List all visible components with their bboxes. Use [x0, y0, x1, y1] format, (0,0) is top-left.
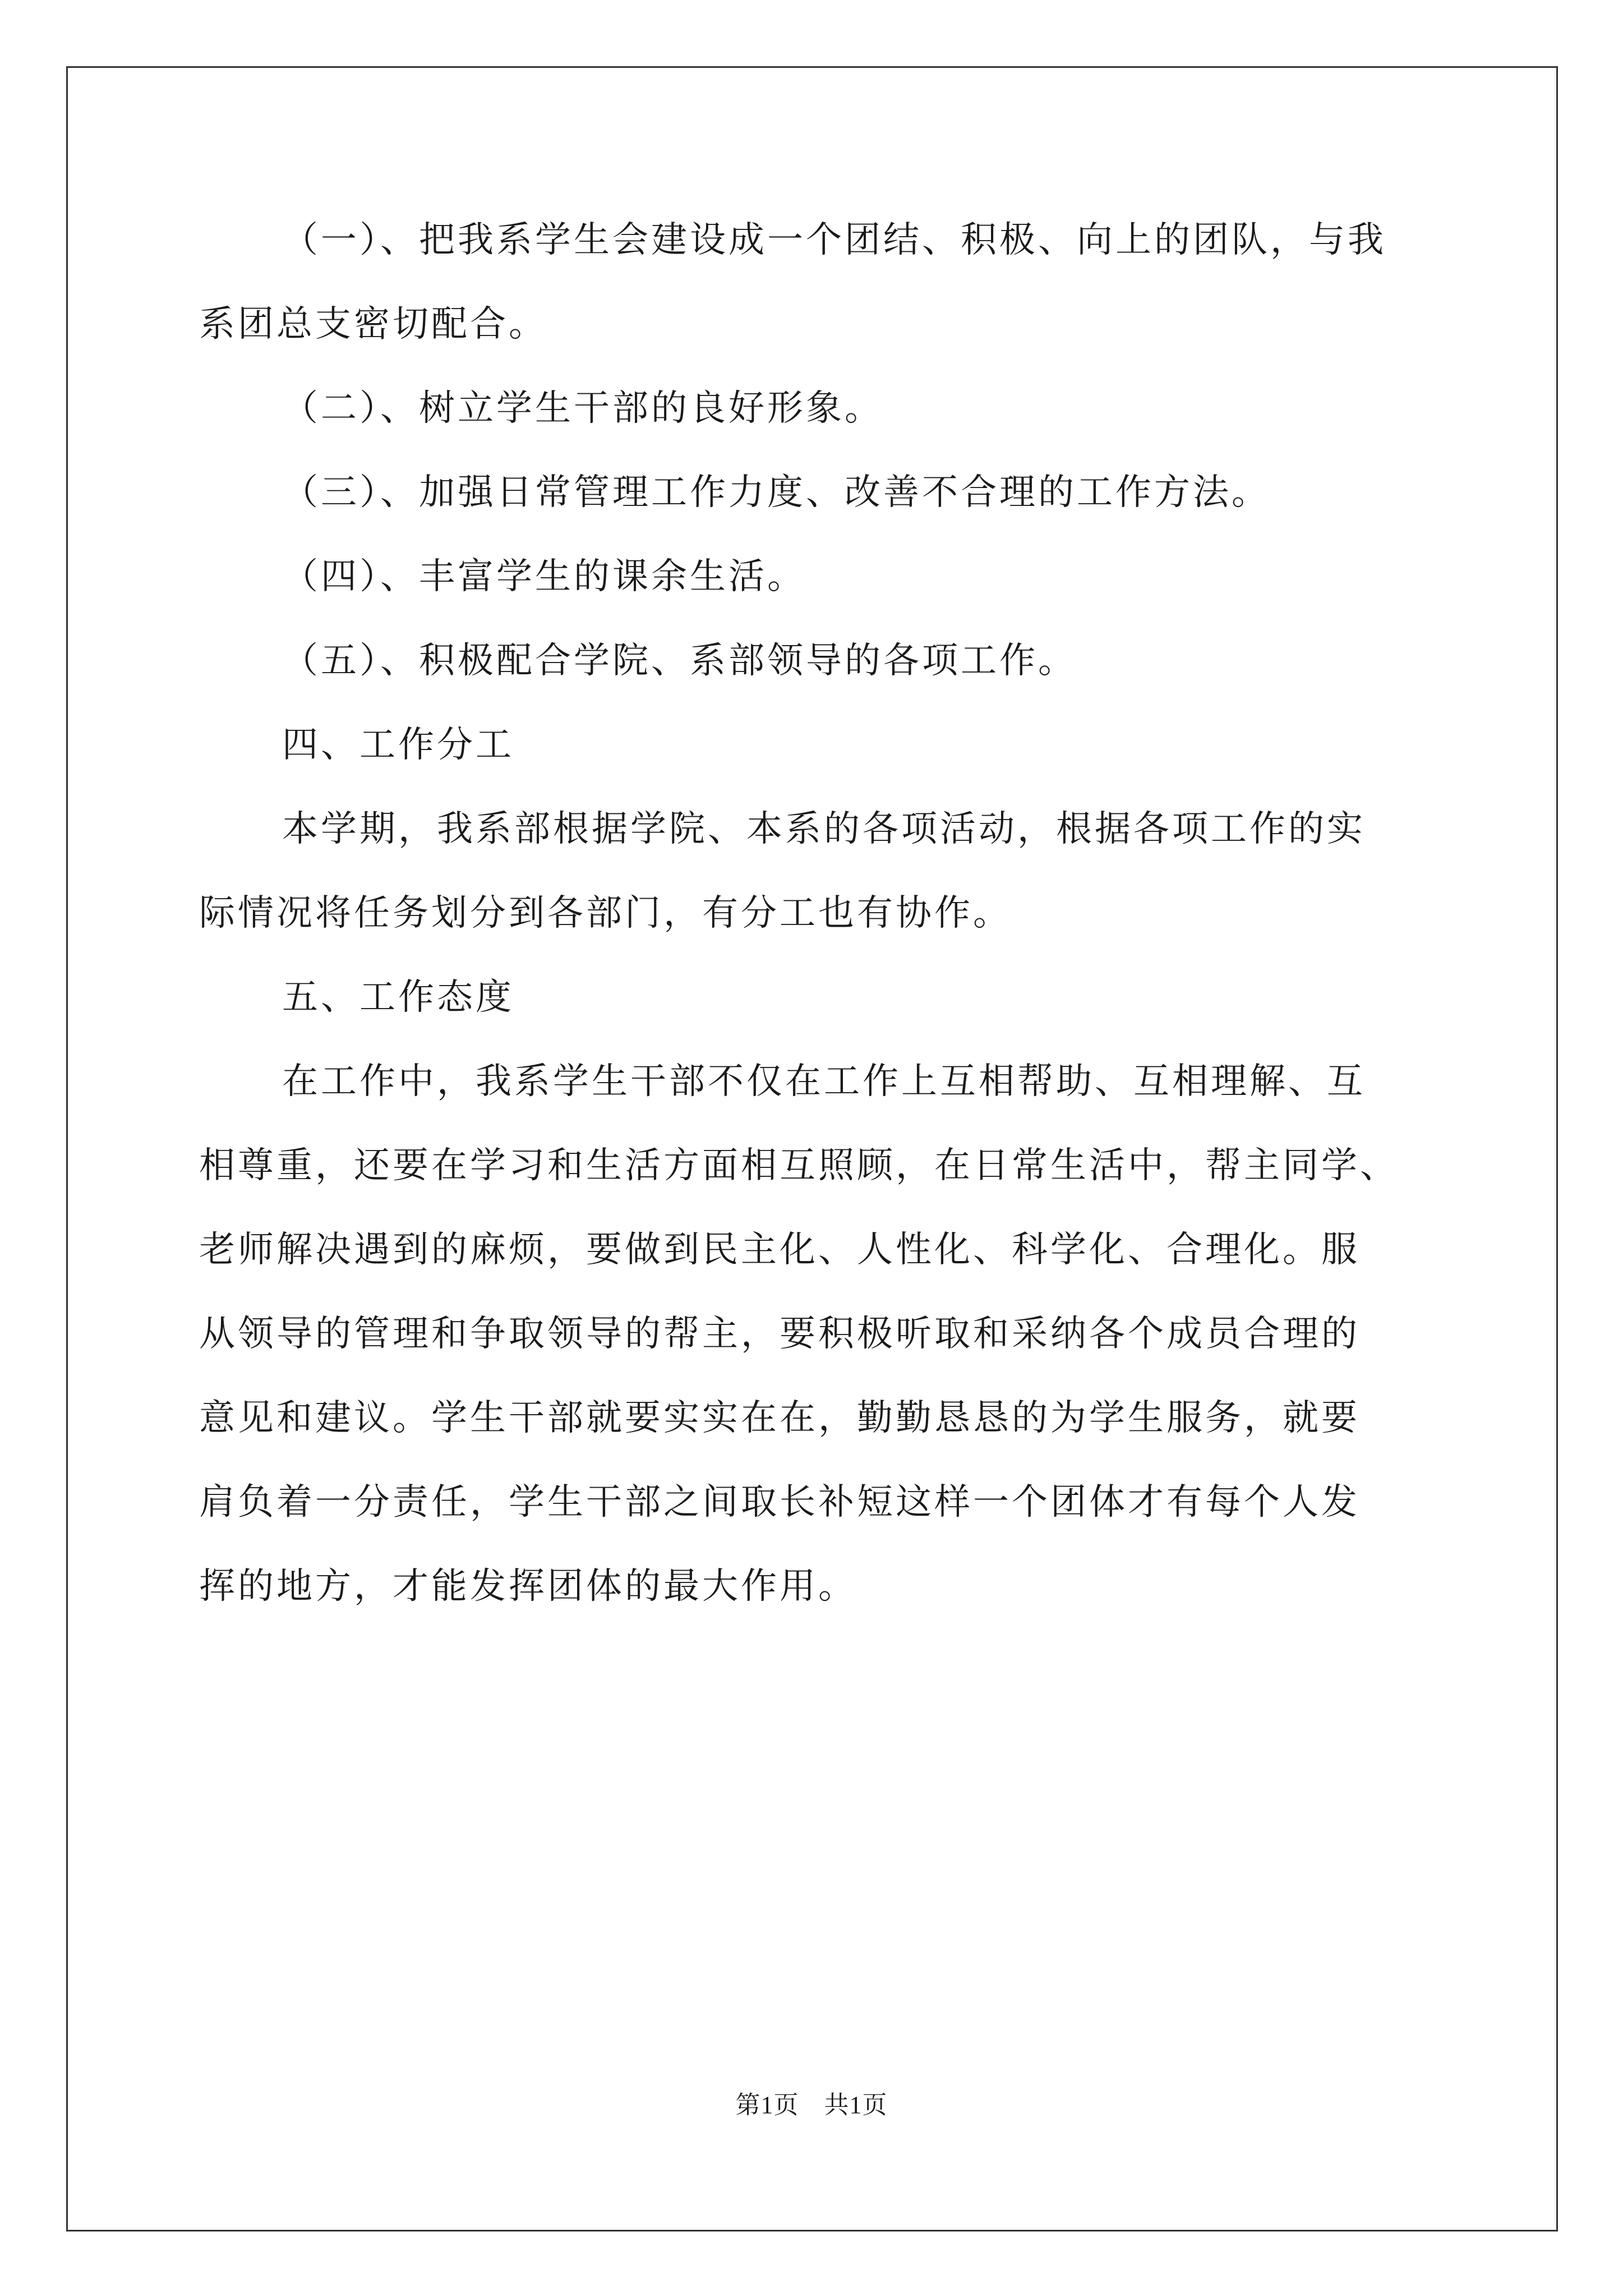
paragraph-line: 相尊重，还要在学习和生活方面相互照顾，在日常生活中，帮主同学、	[199, 1145, 1399, 1186]
page-footer: 第1页 共1页	[735, 2091, 888, 2119]
paragraph-line: 在工作中，我系学生干部不仅在工作上互相帮助、互相理解、互	[282, 1061, 1366, 1102]
paragraph-line: 本学期，我系部根据学院、本系的各项活动，根据各项工作的实	[282, 808, 1366, 850]
paragraph-line: （一）、把我系学生会建设成一个团结、积极、向上的团队，与我	[282, 219, 1386, 261]
paragraph-line: 老师解决遇到的麻烦，要做到民主化、人性化、科学化、合理化。服	[199, 1229, 1360, 1271]
paragraph-line: （四）、丰富学生的课余生活。	[282, 556, 806, 597]
paragraph-line: （二）、树立学生干部的良好形象。	[282, 388, 883, 429]
paragraph-line: 意见和建议。学生干部就要实实在在，勤勤恳恳的为学生服务，就要	[199, 1397, 1360, 1439]
section-heading: 四、工作分工	[282, 724, 514, 766]
section-heading: 五、工作态度	[282, 977, 514, 1018]
paragraph-line: 际情况将任务划分到各部门，有分工也有协作。	[199, 892, 1012, 934]
paragraph-line: 从领导的管理和争取领导的帮主，要积极听取和采纳各个成员合理的	[199, 1313, 1360, 1355]
paragraph-line: 系团总支密切配合。	[199, 303, 547, 345]
paragraph-line: 挥的地方，才能发挥团体的最大作用。	[199, 1566, 857, 1607]
paragraph-line: 肩负着一分责任，学生干部之间取长补短这样一个团体才有每个人发	[199, 1481, 1360, 1523]
paragraph-line: （五）、积极配合学院、系部领导的各项工作。	[282, 640, 1077, 682]
paragraph-line: （三）、加强日常管理工作力度、改善不合理的工作方法。	[282, 472, 1270, 513]
